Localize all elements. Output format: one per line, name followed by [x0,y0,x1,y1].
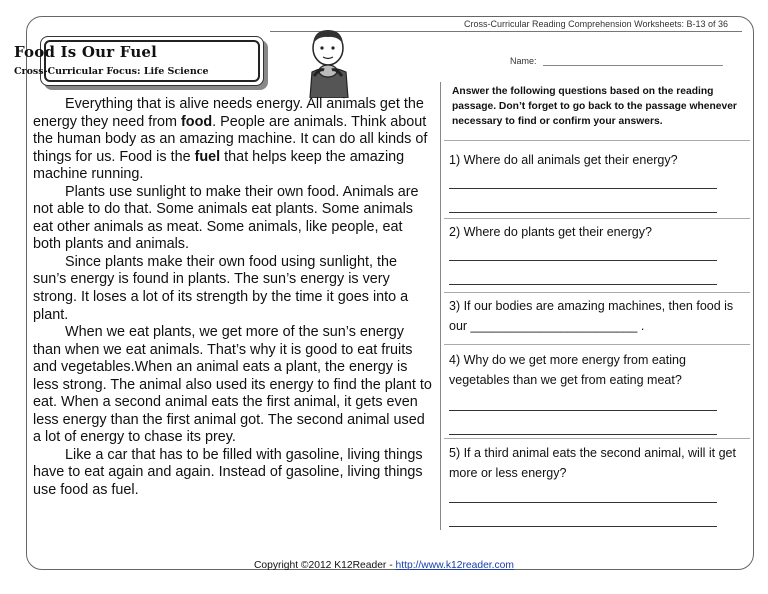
column-divider [440,82,441,530]
question-separator [444,438,750,439]
answer-line-2b[interactable] [449,284,717,285]
copyright-text: Copyright ©2012 K12Reader - [253,560,396,571]
answer-line-4b[interactable] [449,434,717,435]
question-2: 2) Where do plants get their energy? [449,225,652,239]
question-4: 4) Why do we get more energy from eating vegetables than we get from eating meat? [449,353,686,387]
question-separator [444,218,750,219]
paragraph-2: Plants use sunlight to make their own food. Animals are not able to do that. Some animals eat plants. Some animals eat other animals as meat. Some animals, like people, eat both plants and animals. [33,183,419,253]
worksheet-meta: Cross-Curricular Reading Comprehension Worksheets: B-13 of 36 [464,19,728,29]
paragraph-3: Since plants make their own food using sunlight, the sun’s energy is found in plants. The sun’s energy is very strong. It loses a lot of its strength by the time it goes into a plant. [33,253,409,323]
question-separator [444,140,750,141]
question-1: 1) Where do all animals get their energy? [449,153,678,167]
worksheet-subtitle: Cross-Curricular Focus: Life Science [14,66,209,77]
answer-line-2a[interactable] [449,260,717,261]
boy-eating-illustration-icon [300,26,360,98]
instructions: Answer the following questions based on the reading passage. Don’t forget to go back to the passage whenever necessary to find or confirm your answers. [452,86,737,127]
answer-line-4a[interactable] [449,410,717,411]
footer [0,560,768,571]
name-line [543,65,723,66]
answer-line-1a[interactable] [449,188,717,189]
paragraph-4: When we eat plants, we get more of the sun’s energy than when we eat animals. That’s why it is good to eat fruits and vegetables.When an animal eats a plant, the energy is less strong. The animal also used its energy to find the plant to eat. When a second animal eats the first animal, it gets even less energy than the first animal got. The second animal used a lot of energy to chase its prey. [33,324,432,446]
answer-line-1b[interactable] [449,212,717,213]
reading-passage [33,96,433,500]
name-field[interactable] [510,56,723,66]
paragraph-1: Everything that is alive needs energy. All animals get the energy they need from food. People are animals. Think about the human body as an amazing machine. It can do all kinds of things for us. Food is the fuel that helps keep the amazing machine running. [33,96,428,183]
paragraph-5: Like a car that has to be filled with gasoline, living things have to eat again and again. Instead of gasoline, living things use food as fuel. [33,446,423,499]
question-5: 5) If a third animal eats the second animal, will it get more or less energy? [449,446,736,480]
question-separator [444,344,750,345]
k12reader-link[interactable]: http://www.k12reader.com [395,560,514,571]
question-separator [444,292,750,293]
question-3: 3) If our bodies are amazing machines, then food is our ________________________ . [449,299,734,333]
answer-line-5b[interactable] [449,526,717,527]
answer-line-5a[interactable] [449,502,717,503]
name-label: Name: [510,56,537,66]
worksheet-title: Food Is Our Fuel [14,43,158,61]
